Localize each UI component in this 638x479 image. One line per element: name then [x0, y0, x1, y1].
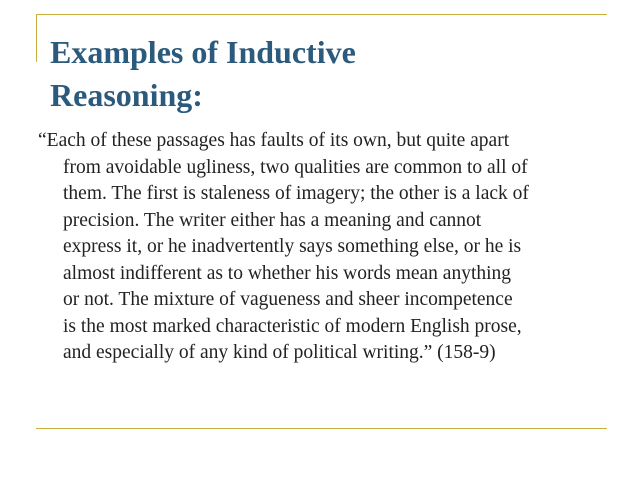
top-divider [36, 14, 607, 15]
quote-line-5: express it, or he inadvertently says something else, or he is [63, 236, 522, 257]
quote-line-4: precision. The writer either has a meaning and cannot [63, 209, 482, 231]
bottom-divider [36, 428, 607, 429]
slide-title [50, 31, 590, 117]
quote-paragraph [38, 128, 618, 367]
quote-line-9: and especially of any kind of political writing.” (158-9) [63, 342, 496, 363]
quote-line-2: from avoidable ugliness, two qualities are common to all of [63, 156, 528, 178]
quote-line-3: them. The first is staleness of imagery; the other is a lack of [63, 183, 529, 204]
quote-line-6: almost indifferent as to whether his words mean anything [63, 262, 512, 284]
slide-title-line-1: Examples of Inductive [50, 34, 356, 70]
slide-title-line-2: Reasoning: [50, 77, 203, 113]
quote-line-7: or not. The mixture of vagueness and sheer incompetence [63, 289, 513, 310]
quote-line-8: is the most marked characteristic of modern English prose, [63, 315, 522, 337]
left-accent-line [36, 15, 37, 62]
quote-line-1: “Each of these passages has faults of its own, but quite apart [38, 130, 510, 151]
